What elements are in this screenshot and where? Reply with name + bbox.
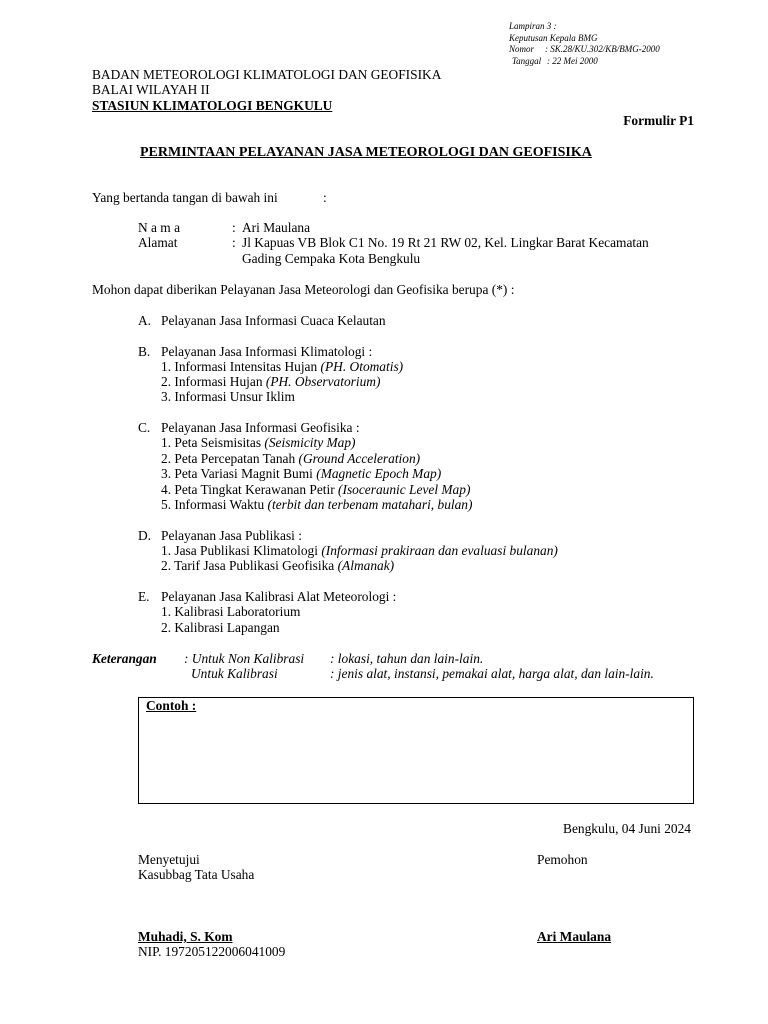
- address-line2: Gading Cempaka Kota Bengkulu: [242, 251, 421, 266]
- example-box: [138, 697, 694, 804]
- section-b-label: B.: [138, 344, 151, 359]
- approver-nip: NIP. 197205122006041009: [138, 944, 286, 959]
- request-text: Mohon dapat diberikan Pelayanan Jasa Meteorologi dan Geofisika berupa (*) :: [92, 282, 515, 297]
- header-regional: BALAI WILAYAH II: [92, 82, 210, 97]
- attachment-tanggal-label: Tanggal: [512, 56, 542, 66]
- applicant-name: Ari Maulana: [537, 929, 612, 944]
- list-item: 1. Informasi Intensitas Hujan (PH. Otomatis): [161, 359, 404, 374]
- header-station: STASIUN KLIMATOLOGI BENGKULU: [92, 98, 333, 113]
- section-e-title: Pelayanan Jasa Kalibrasi Alat Meteorologi :: [161, 589, 397, 604]
- intro-text: Yang bertanda tangan di bawah ini: [92, 190, 278, 205]
- name-value: Ari Maulana: [242, 220, 311, 235]
- header-agency: BADAN METEOROLOGI KLIMATOLOGI DAN GEOFISIKA: [92, 67, 442, 82]
- list-item: 5. Informasi Waktu (terbit dan terbenam matahari, bulan): [161, 497, 473, 512]
- list-item: 1. Peta Seismisitas (Seismicity Map): [161, 435, 356, 450]
- list-item: 2. Kalibrasi Lapangan: [161, 620, 280, 635]
- notes-row2-label: Untuk Kalibrasi: [191, 666, 278, 681]
- approver-title: Menyetujui: [138, 852, 200, 867]
- name-label: N a m a: [138, 220, 181, 235]
- address-colon: :: [232, 235, 236, 250]
- list-item: 2. Tarif Jasa Publikasi Geofisika (Almanak): [161, 558, 395, 573]
- attachment-keputusan: Keputusan Kepala BMG: [509, 33, 598, 43]
- notes-row1-label: : Untuk Non Kalibrasi: [184, 651, 305, 666]
- section-d-label: D.: [138, 528, 152, 543]
- notes-label: Keterangan: [92, 651, 157, 666]
- attachment-nomor-label: Nomor: [509, 44, 535, 54]
- document-title: PERMINTAAN PELAYANAN JASA METEOROLOGI DAN GEOFISIKA: [140, 145, 592, 160]
- applicant-title: Pemohon: [537, 852, 588, 867]
- address-label: Alamat: [138, 235, 178, 250]
- place-date: Bengkulu, 04 Juni 2024: [563, 821, 691, 836]
- section-a-title: Pelayanan Jasa Informasi Cuaca Kelautan: [161, 313, 386, 328]
- list-item: 4. Peta Tingkat Kerawanan Petir (Isoceraunic Level Map): [161, 482, 471, 497]
- notes-row2-value: : jenis alat, instansi, pemakai alat, harga alat, dan lain-lain.: [330, 666, 654, 681]
- attachment-lampiran: Lampiran 3 :: [509, 21, 557, 31]
- attachment-nomor-value: : SK.28/KU.302/KB/BMG-2000: [545, 44, 660, 54]
- notes-row1-value: : lokasi, tahun dan lain-lain.: [330, 651, 484, 666]
- list-item: 3. Informasi Unsur Iklim: [161, 389, 295, 404]
- approver-position: Kasubbag Tata Usaha: [138, 867, 255, 882]
- section-c-title: Pelayanan Jasa Informasi Geofisika :: [161, 420, 360, 435]
- name-colon: :: [232, 220, 236, 235]
- section-e-label: E.: [138, 589, 150, 604]
- list-item: 1. Kalibrasi Laboratorium: [161, 604, 301, 619]
- form-code: Formulir P1: [623, 113, 694, 128]
- list-item: 2. Informasi Hujan (PH. Observatorium): [161, 374, 381, 389]
- approver-name: Muhadi, S. Kom: [138, 929, 233, 944]
- address-line1: Jl Kapuas VB Blok C1 No. 19 Rt 21 RW 02, Kel. Lingkar Barat Kecamatan: [242, 235, 649, 250]
- section-b-title: Pelayanan Jasa Informasi Klimatologi :: [161, 344, 373, 359]
- section-d-title: Pelayanan Jasa Publikasi :: [161, 528, 302, 543]
- list-item: 2. Peta Percepatan Tanah (Ground Acceleration): [161, 451, 421, 466]
- section-c-label: C.: [138, 420, 151, 435]
- example-label: Contoh :: [146, 698, 197, 713]
- list-item: 3. Peta Variasi Magnit Bumi (Magnetic Epoch Map): [161, 466, 442, 481]
- attachment-tanggal-value: : 22 Mei 2000: [547, 56, 598, 66]
- intro-colon: :: [323, 190, 327, 205]
- list-item: 1. Jasa Publikasi Klimatologi (Informasi prakiraan dan evaluasi bulanan): [161, 543, 558, 558]
- section-a-label: A.: [138, 313, 152, 328]
